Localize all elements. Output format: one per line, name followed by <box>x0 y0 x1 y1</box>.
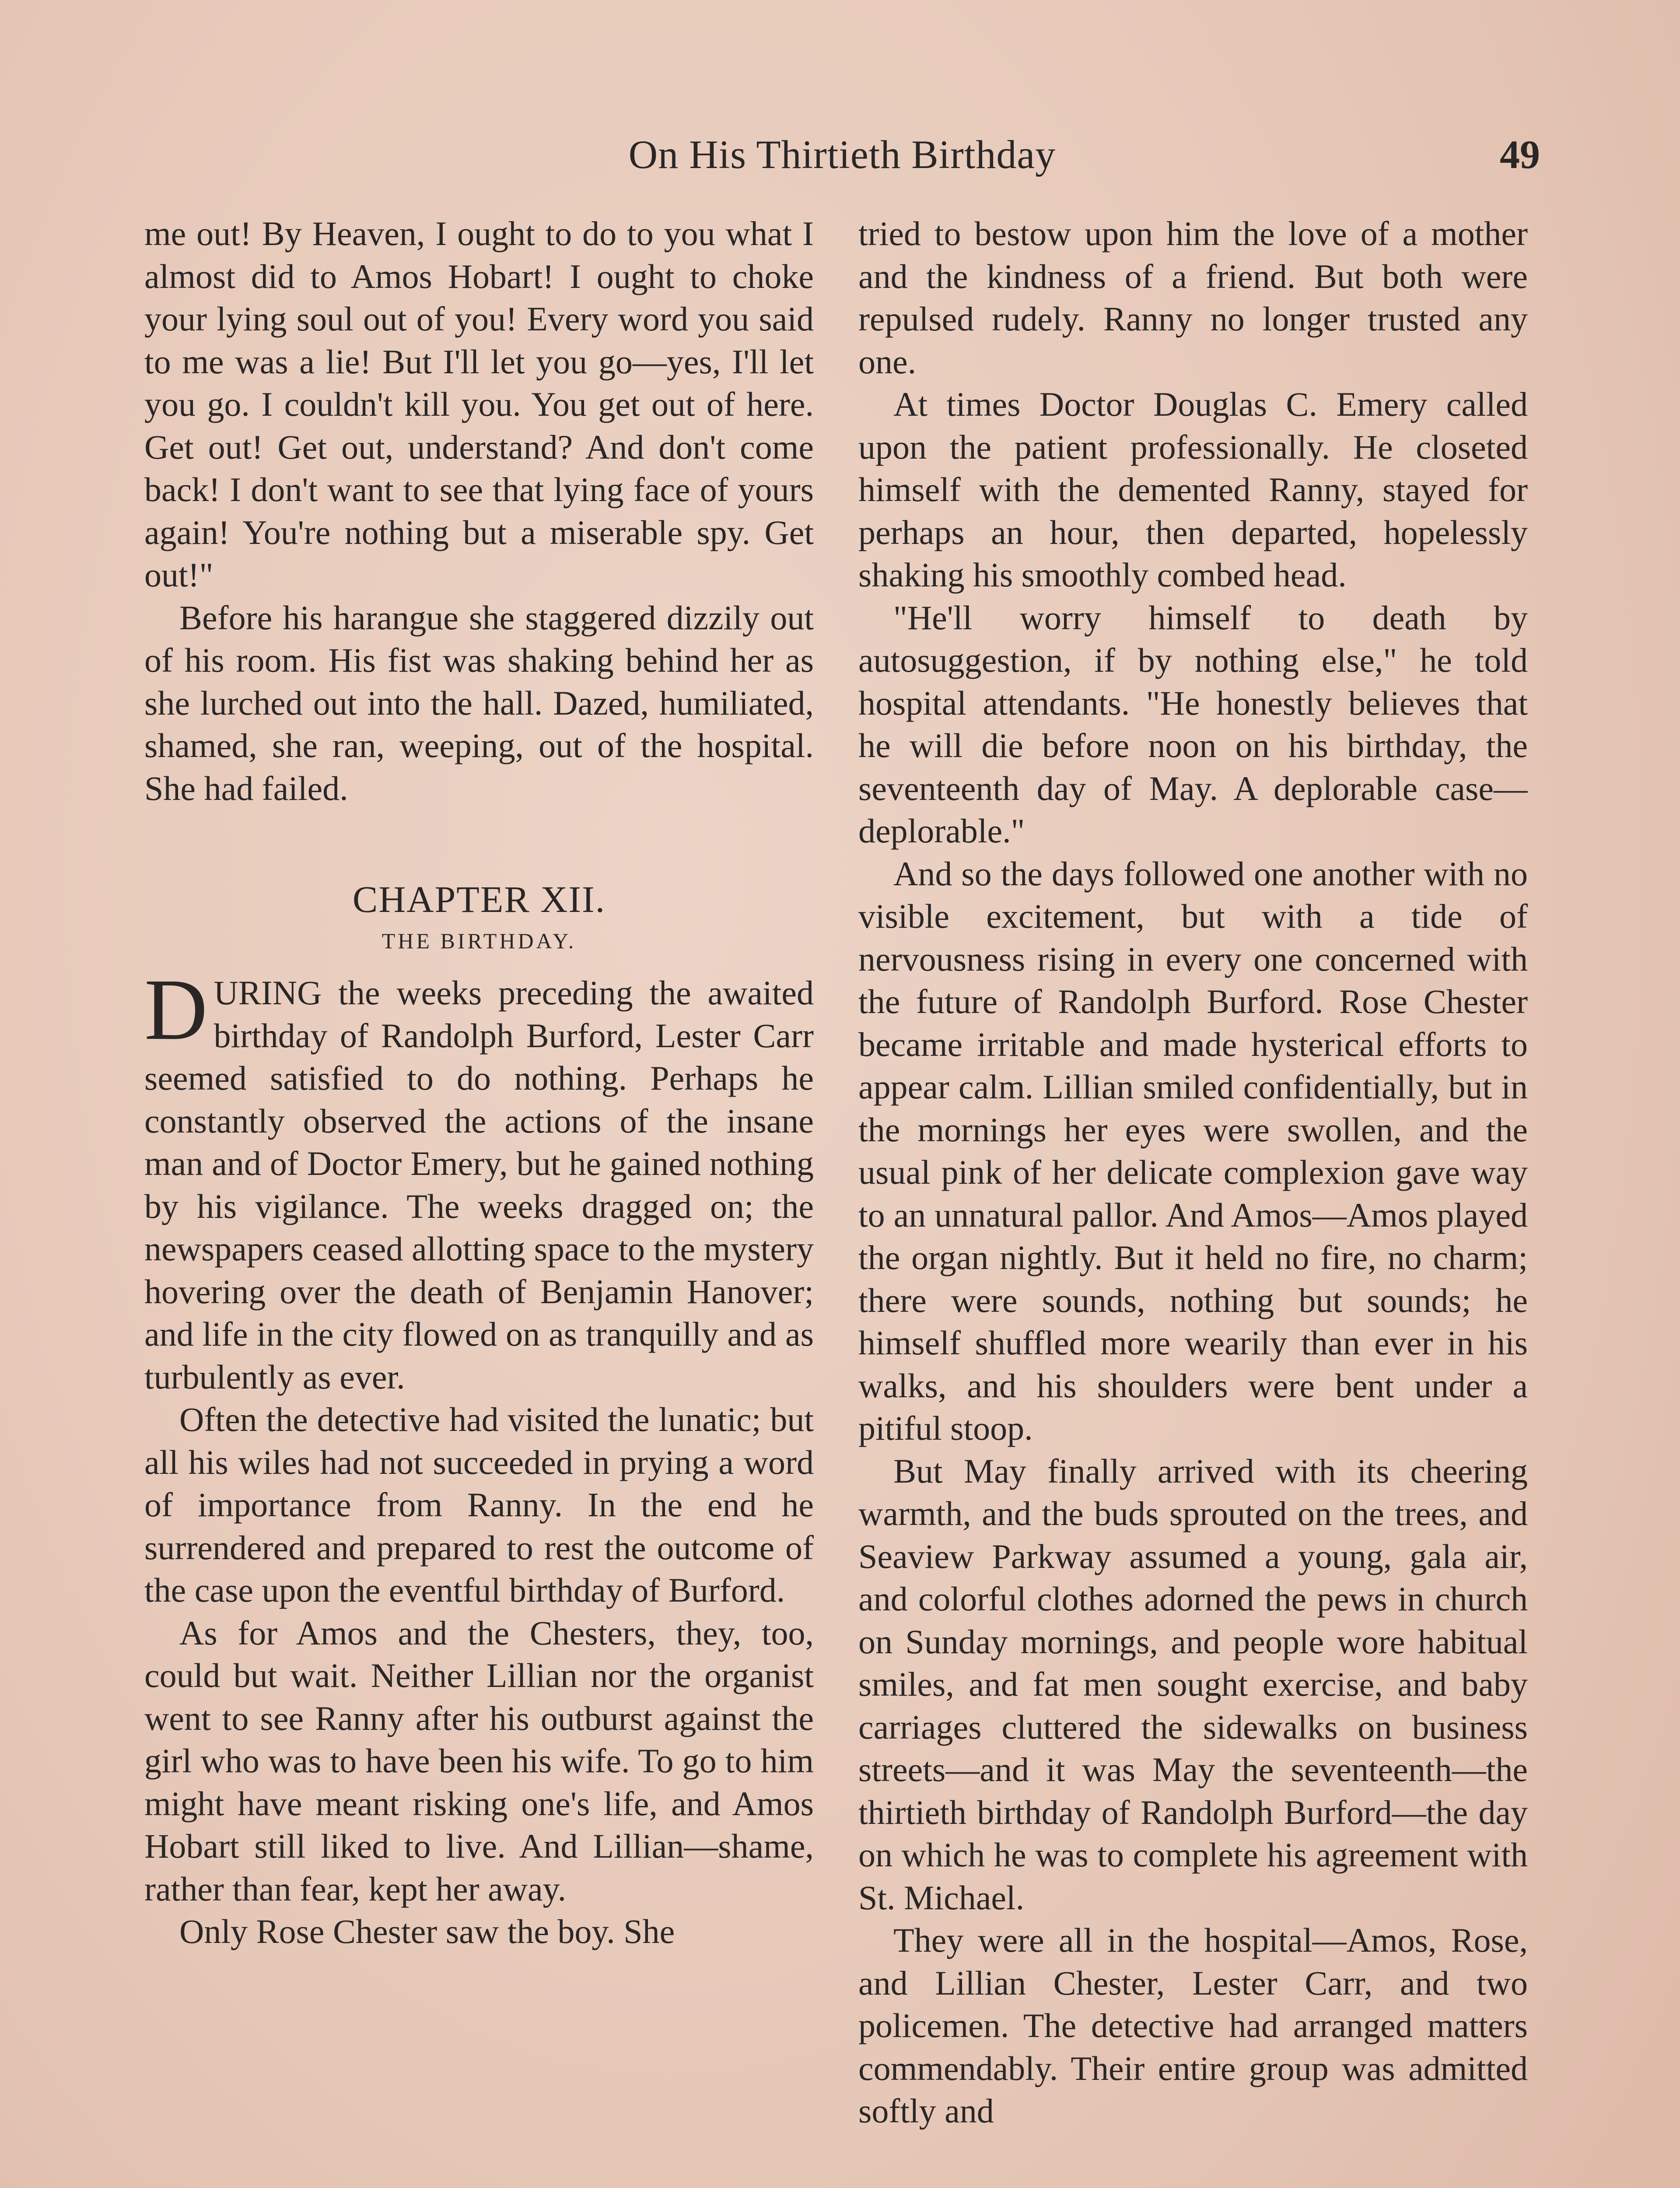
paragraph: But May finally arrived with its cheering warmth, and the buds sprouted on the trees, and Seaview Parkway assumed a young, gala air, and colorful clothes adorned the pews in church on Sunday mornings, and people wore habitual smiles, and fat men sought exercise, and baby carriages cluttered the sidewalks on business streets—and it was May the seventeenth—the thirtieth birthday of Randolph Burford—the day on which he was to complete his agreement with St. Michael. <box>858 1452 1528 1917</box>
page-header <box>144 131 1540 184</box>
paragraph: As for Amos and the Chesters, they, too, could but wait. Neither Lillian nor the organist went to see Ranny after his outburst against the girl who was to have been his wife. To go to him might have meant risking one's life, and Amos Hobart still liked to live. And Lillian—shame, rather than fear, kept her away. <box>144 1613 814 1908</box>
drop-cap: D <box>144 961 208 1058</box>
paragraph-opening <box>144 961 814 1398</box>
chapter-heading: CHAPTER XII. <box>352 878 606 920</box>
paragraph: Only Rose Chester saw the boy. She <box>179 1912 675 1950</box>
chapter-title: THE BIRTHDAY. <box>382 929 577 953</box>
paragraph: They were all in the hospital—Amos, Rose, and Lillian Chester, Lester Carr, and two policemen. The detective had arranged matters commendably. Their entire group was admitted softly and <box>858 1921 1528 2130</box>
running-title: On His Thirtieth Birthday <box>628 132 1056 177</box>
right-column <box>858 212 1528 2188</box>
paragraph: Often the detective had visited the lunatic; but all his wiles had not succeeded in prying a word of importance from Ranny. In the end he surrendered and prepared to rest the outcome of the case upon the eventful birthday of Burford. <box>144 1400 814 1609</box>
page-number: 49 <box>1500 132 1540 177</box>
paragraph: And so the days followed one another with no visible excitement, but with a tide of nervousness rising in every one concerned with the future of Randolph Burford. Rose Chester became irritable and made hysterical efforts to appear calm. Lillian smiled confidentially, but in the mornings her eyes were swollen, and the usual pink of her delicate complexion gave way to an unnatural pallor. And Amos—Amos played the organ nightly. But it held no fire, no charm; there were sounds, nothing but sounds; he himself shuffled more wearily than ever in his walks, and his shoulders were bent under a pitiful stoop. <box>858 854 1528 1447</box>
paragraph: At times Doctor Douglas C. Emery called upon the patient professionally. He closeted himself with the demented Ranny, stayed for perhaps an hour, then departed, hopelessly shaking his smoothly combed head. <box>858 385 1528 594</box>
paragraph-text: URING the weeks preceding the awaited birthday of Randolph Burford, Lester Carr seemed satisfied to do nothing. Perhaps he constantly observed the actions of the insane man and of Doctor Emery, but he gained nothing by his vigilance. The weeks dragged on; the newspapers ceased allotting space to the mystery hovering over the death of Benjamin Hanover; and life in the city flowed on as tranquilly and as turbulently as ever. <box>144 974 814 1396</box>
paragraph: "He'll worry himself to death by autosuggestion, if by nothing else," he told hospital attendants. "He honestly believes that he will die before noon on his birthday, the seventeenth day of May. A deplorable case—deplorable." <box>858 598 1528 850</box>
left-column <box>144 212 814 2188</box>
paragraph: me out! By Heaven, I ought to do to you what I almost did to Amos Hobart! I ought to choke your lying soul out of you! Every word you said to me was a lie! But I'll let you go—yes, I'll let you go. I couldn't kill you. You get out of here. Get out! Get out, understand? And don't come back! I don't want to see that lying face of yours again! You're nothing but a miserable spy. Get out!" <box>144 214 814 594</box>
paragraph: tried to bestow upon him the love of a mother and the kindness of a friend. But both were repulsed rudely. Ranny no longer trusted any one. <box>858 214 1528 381</box>
paragraph: Before his harangue she staggered dizzily out of his room. His fist was shaking behind her as she lurched out into the hall. Dazed, humiliated, shamed, she ran, weeping, out of the hospital. She had failed. <box>144 598 814 807</box>
